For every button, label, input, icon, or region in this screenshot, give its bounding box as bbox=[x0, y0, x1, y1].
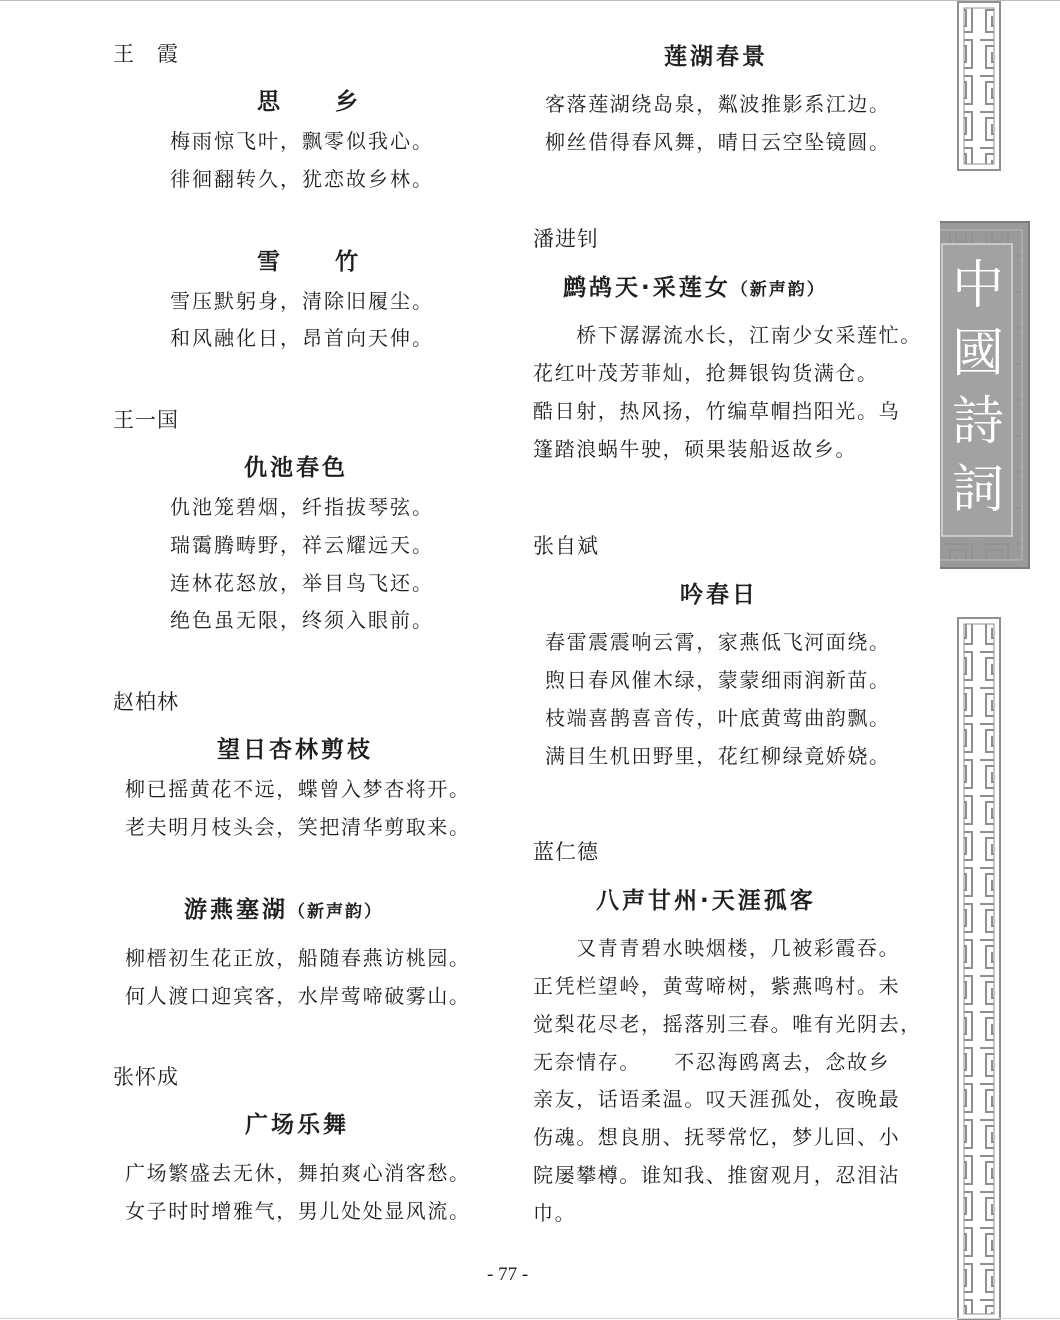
author-name: 王 霞 bbox=[113, 42, 179, 66]
poem-line: 连林花怒放，举目鸟飞还。 bbox=[170, 571, 434, 595]
poem-line: 巾。 bbox=[533, 1201, 577, 1225]
poem-line: 煦日春风催木绿，蒙蒙细雨润新苗。 bbox=[545, 668, 891, 692]
author-name: 张自斌 bbox=[533, 534, 599, 558]
title-note: （新声韵） bbox=[288, 902, 383, 922]
poem-title-text: 游燕塞湖 bbox=[184, 897, 288, 923]
poem-line: 伤魂。想良朋、抚琴常忆，梦儿回、小 bbox=[533, 1125, 901, 1149]
poem-title-text: 鹧鸪天·采莲女 bbox=[563, 275, 731, 301]
poem-line: 客落莲湖绕岛泉，粼波推影系江边。 bbox=[545, 92, 891, 116]
emblem-title: 中國詩詞 bbox=[951, 256, 1004, 520]
poem-line: 徘徊翻转久，犹恋故乡林。 bbox=[170, 167, 434, 191]
poem-title: 莲湖春景 bbox=[664, 44, 768, 70]
poem-line: 广场繁盛去无休，舞拍爽心消客愁。 bbox=[125, 1161, 471, 1185]
poem-line: 枝端喜鹊喜音传，叶底黄莺曲韵飘。 bbox=[545, 706, 891, 730]
poem-line: 花红叶茂芳菲灿，抢舞银钩货满仓。 bbox=[533, 361, 879, 385]
poem-title: 广场乐舞 bbox=[245, 1112, 349, 1138]
poem-line: 雪压默躬身，清除旧履尘。 bbox=[170, 289, 434, 313]
title-note: （新声韵） bbox=[730, 280, 826, 300]
author-name: 潘进钊 bbox=[533, 227, 599, 251]
author-name: 张怀成 bbox=[113, 1065, 179, 1089]
poem-line: 满目生机田野里，花红柳绿竟娇娆。 bbox=[545, 744, 891, 768]
poem-line: 和风融化日，昂首向天伸。 bbox=[170, 326, 434, 350]
poem-title: 吟春日 bbox=[680, 582, 758, 608]
poem-line: 春雷震震响云霄，家燕低飞河面绕。 bbox=[545, 630, 891, 654]
poem-title: 仇池春色 bbox=[244, 455, 348, 481]
poem-line: 绝色虽无限，终须入眼前。 bbox=[170, 608, 434, 632]
poem-line: 瑞霭腾畴野，祥云耀远天。 bbox=[170, 533, 434, 557]
poem-line: 柳已摇黄花不远，蝶曾入梦杏将开。 bbox=[125, 777, 471, 801]
poem-title: 雪 竹 bbox=[257, 249, 361, 275]
poem-line: 柳丝借得春风舞，晴日云空坠镜圆。 bbox=[545, 130, 891, 154]
poem-line: 柳榗初生花正放，船随春燕访桃园。 bbox=[125, 946, 471, 970]
page-number: - 77 - bbox=[487, 1264, 529, 1285]
author-name: 赵柏林 bbox=[113, 690, 179, 714]
poem-line: 仇池笼碧烟，纤指拔琴弦。 bbox=[170, 495, 434, 519]
poem-line: 正凭栏望岭，黄莺啼树，紫燕鸣村。未 bbox=[533, 974, 901, 998]
poem-line: 桥下潺潺流水长，江南少女采莲忙。 bbox=[533, 323, 922, 347]
poem-line: 梅雨惊飞叶，飘零似我心。 bbox=[170, 129, 434, 153]
poem-line: 觉梨花尽老，摇落别三春。唯有光阴去， bbox=[533, 1012, 922, 1036]
poem-title: 望日杏林剪枝 bbox=[217, 737, 373, 763]
poem-title bbox=[184, 891, 383, 924]
upper-lattice-strip bbox=[958, 2, 1000, 170]
poem-line: 院屡攀樽。谁知我、推窗观月，忍泪沾 bbox=[533, 1163, 901, 1187]
poem-line: 酷日射，热风扬，竹编草帽挡阳光。乌 bbox=[533, 399, 901, 423]
poem-line: 篷踏浪蜗牛驶，硕果装船返故乡。 bbox=[533, 437, 857, 461]
author-name: 王一国 bbox=[113, 408, 179, 432]
author-name: 蓝仁德 bbox=[533, 840, 599, 864]
poem-title: 思 乡 bbox=[257, 89, 361, 115]
poem-line: 无奈情存。 不忍海鸥离去，念故乡 bbox=[533, 1050, 891, 1074]
lower-lattice-strip bbox=[958, 618, 1000, 1320]
poem-line: 老夫明月枝头会，笑把清华剪取来。 bbox=[125, 815, 471, 839]
poem-line: 女子时时增雅气，男儿处处显风流。 bbox=[125, 1199, 471, 1223]
top-rule bbox=[0, 0, 1060, 1]
poem-title bbox=[563, 269, 826, 302]
poem-line: 亲友，话语柔温。叹天涯孤处，夜晚最 bbox=[533, 1087, 901, 1111]
poem-title: 八声甘州·天涯孤客 bbox=[596, 888, 816, 914]
bottom-rule bbox=[0, 1318, 1060, 1319]
poem-line: 何人渡口迎宾客，水岸莺啼破雾山。 bbox=[125, 984, 471, 1008]
lattice-border bbox=[940, 0, 1060, 1320]
poem-line: 又青青碧水映烟楼，几被彩霞吞。 bbox=[533, 936, 901, 960]
